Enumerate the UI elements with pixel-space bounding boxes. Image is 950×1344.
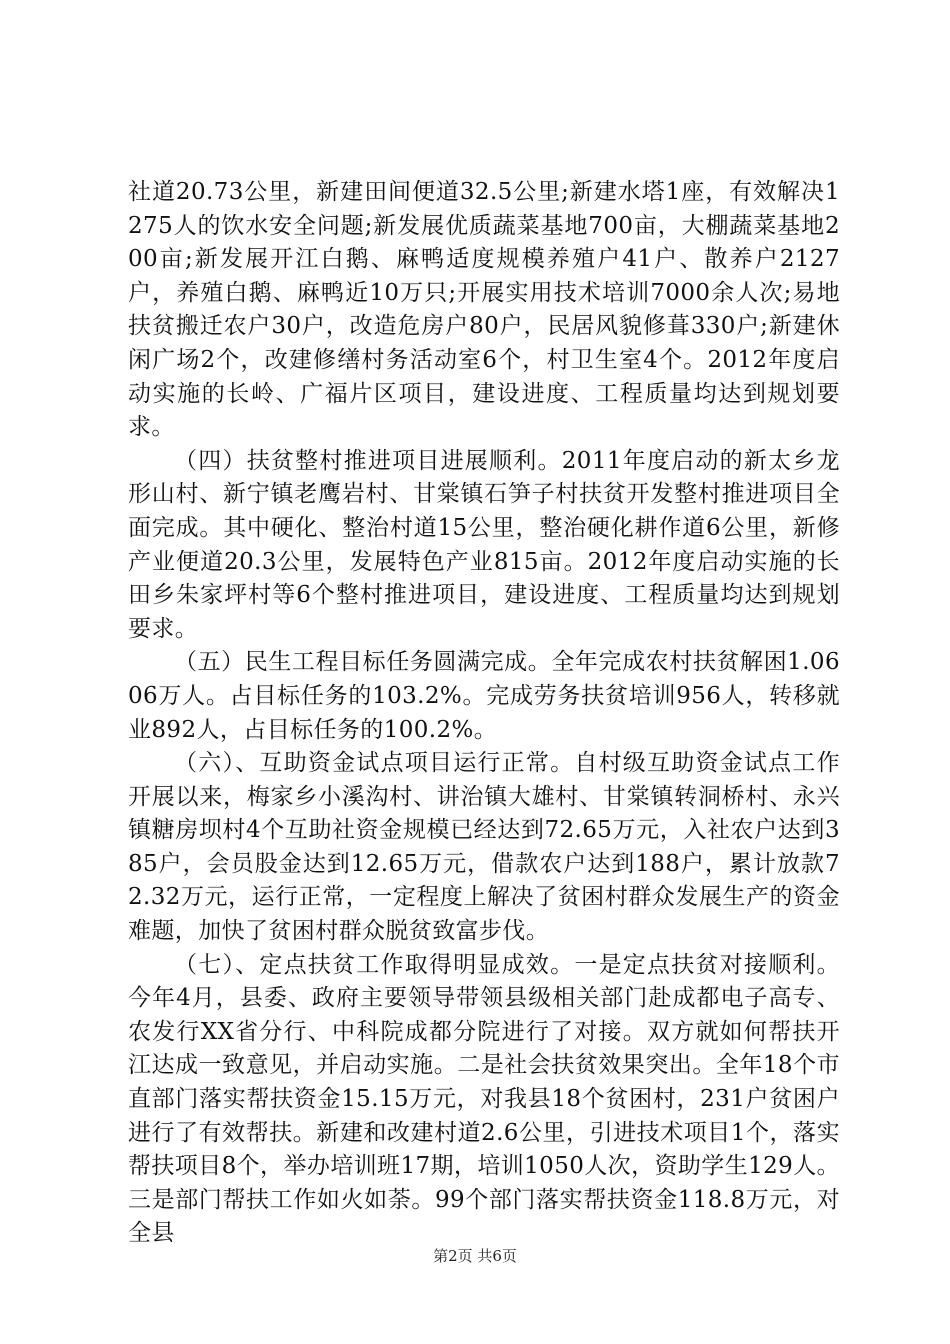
paragraph-section-5: （五）民生工程目标任务圆满完成。全年完成农村扶贫解困1.0606万人。占目标任务的103.2%。完成劳务扶贫培训956人，转移就业892人，占目标任务的100.2%。 (128, 649, 840, 743)
paragraph-section-7: （七）、定点扶贫工作取得明显成效。一是定点扶贫对接顺利。今年4月，县委、政府主要领导带领县级相关部门赴成都电子高专、农发行XX省分行、中科院成都分院进行了对接。双方就如何帮扶开江达成一致意见，并启动实施。二是社会扶贫效果突出。全年18个市直部门落实帮扶资金15.15万元，对我县18个贫困村，231户贫困户进行了有效帮扶。新建和改建村道2.6公里，引进技术项目1个，落实帮扶项目8个，举办培训班17期，培训1050人次，资助学生129人。三是部门帮扶工作如火如荼。99个部门落实帮扶资金118.8万元，对全县 (128, 951, 840, 1247)
paragraph-section-4: （四）扶贫整村推进项目进展顺利。2011年度启动的新太乡龙形山村、新宁镇老鹰岩村、甘棠镇石笋子村扶贫开发整村推进项目全面完成。其中硬化、整治村道15公里，整治硬化耕作道6公里，新修产业便道20.3公里，发展特色产业815亩。2012年度启动实施的长田乡朱家坪村等6个整村推进项目，建设进度、工程质量均达到规划要求。 (128, 447, 840, 642)
paragraph-continuation: 社道20.73公里，新建田间便道32.5公里;新建水塔1座，有效解决1275人的饮水安全问题;新发展优质蔬菜基地700亩，大棚蔬菜基地200亩;新发展开江白鹅、麻鸭适度规模养殖户41户、散养户2127户，养殖白鹅、麻鸭近10万只;开展实用技术培训7000余人次;易地扶贫搬迁农户30户，改造危房户80户，民居风貌修葺330户;新建休闲广场2个，改建修缮村务活动室6个，村卫生室4个。2012年度启动实施的长岭、广福片区项目，建设进度、工程质量均达到规划要求。 (128, 179, 840, 441)
document-body (128, 176, 840, 1251)
page-number-footer: 第2页 共6页 (433, 1247, 517, 1265)
paragraph-section-6: （六）、互助资金试点项目运行正常。自村级互助资金试点工作开展以来，梅家乡小溪沟村、讲治镇大雄村、甘棠镇转洞桥村、永兴镇糖房坝村4个互助社资金规模已经达到72.65万元，入社农户达到385户，会员股金达到12.65万元，借款农户达到188户，累计放款72.32万元，运行正常，一定程度上解决了贫困村群众发展生产的资金难题，加快了贫困村群众脱贫致富步伐。 (128, 750, 840, 945)
